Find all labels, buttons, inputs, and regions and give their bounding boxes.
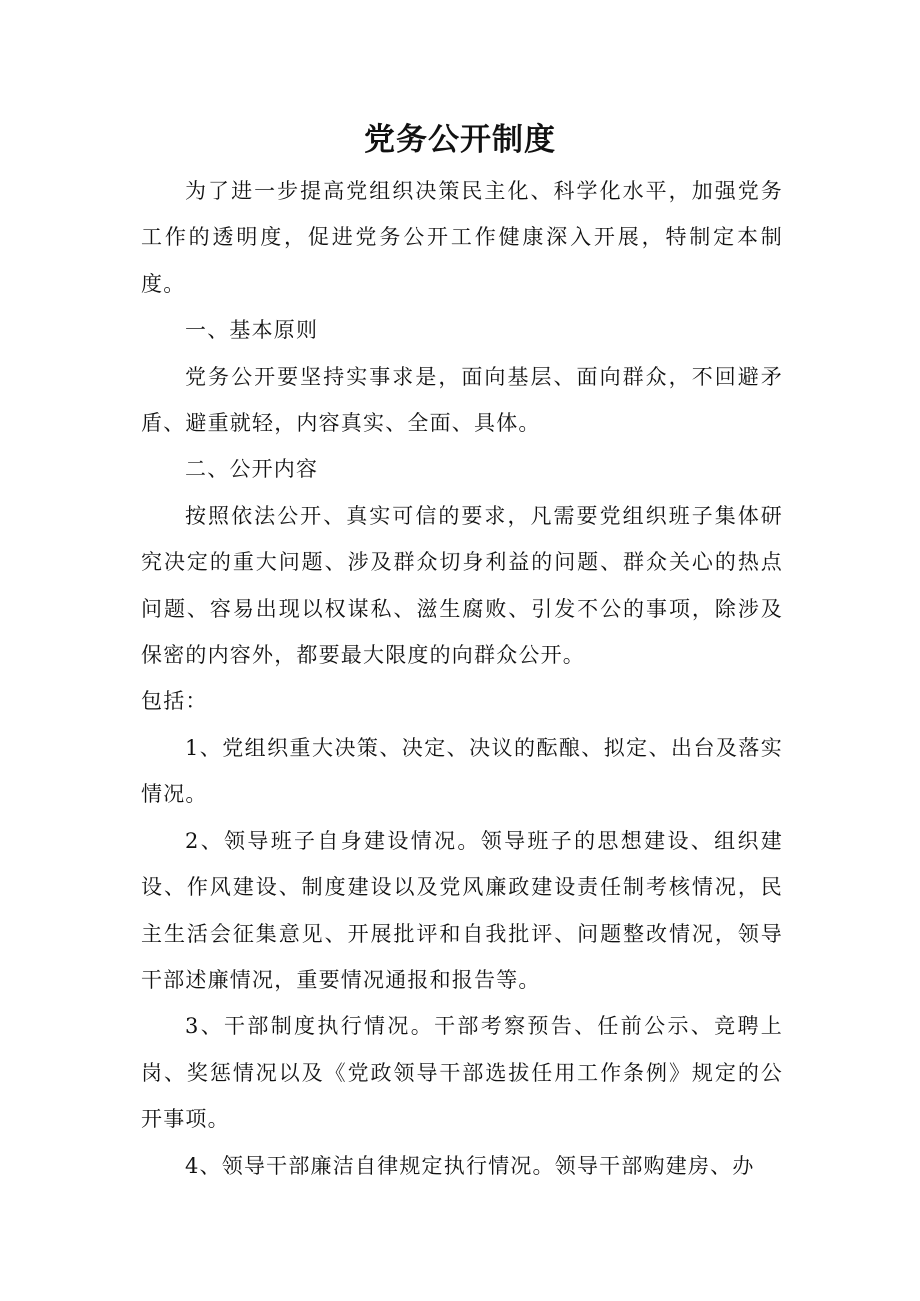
section-heading-public-content: 二、公开内容 xyxy=(185,457,319,482)
list-item-2: 2、领导班子自身建设情况。领导班子的思想建设、组织建设、作风建设、制度建设以及党风廉政建设责任制考核情况，民主生活会征集意见、开展批评和自我批评、问题整改情况，领导干部述廉情况，重要情况通报和报告等。 xyxy=(141,828,783,992)
list-item-4: 4、领导干部廉洁自律规定执行情况。领导干部购建房、办 xyxy=(185,1153,755,1178)
list-item-1: 1、党组织重大决策、决定、决议的酝酿、拟定、出台及落实情况。 xyxy=(141,735,783,807)
document-body xyxy=(141,168,783,1189)
document-title: 党务公开制度 xyxy=(364,122,556,158)
paragraph-basic-principles: 党务公开要坚持实事求是，面向基层、面向群众，不回避矛盾、避重就轻，内容真实、全面、具体。 xyxy=(141,364,783,436)
section-heading-basic-principles: 一、基本原则 xyxy=(185,318,319,343)
paragraph-includes: 包括： xyxy=(141,689,208,714)
paragraph-public-content: 按照依法公开、真实可信的要求，凡需要党组织班子集体研究决定的重大问题、涉及群众切身利益的问题、群众关心的热点问题、容易出现以权谋私、滋生腐败、引发不公的事项，除涉及保密的内容外，都要最大限度的向群众公开。 xyxy=(141,503,783,668)
list-item-3: 3、干部制度执行情况。干部考察预告、任前公示、竞聘上岗、奖惩情况以及《党政领导干部选拔任用工作条例》规定的公开事项。 xyxy=(141,1014,783,1132)
paragraph-intro: 为了进一步提高党组织决策民主化、科学化水平，加强党务工作的透明度，促进党务公开工作健康深入开展，特制定本制度。 xyxy=(141,179,783,296)
